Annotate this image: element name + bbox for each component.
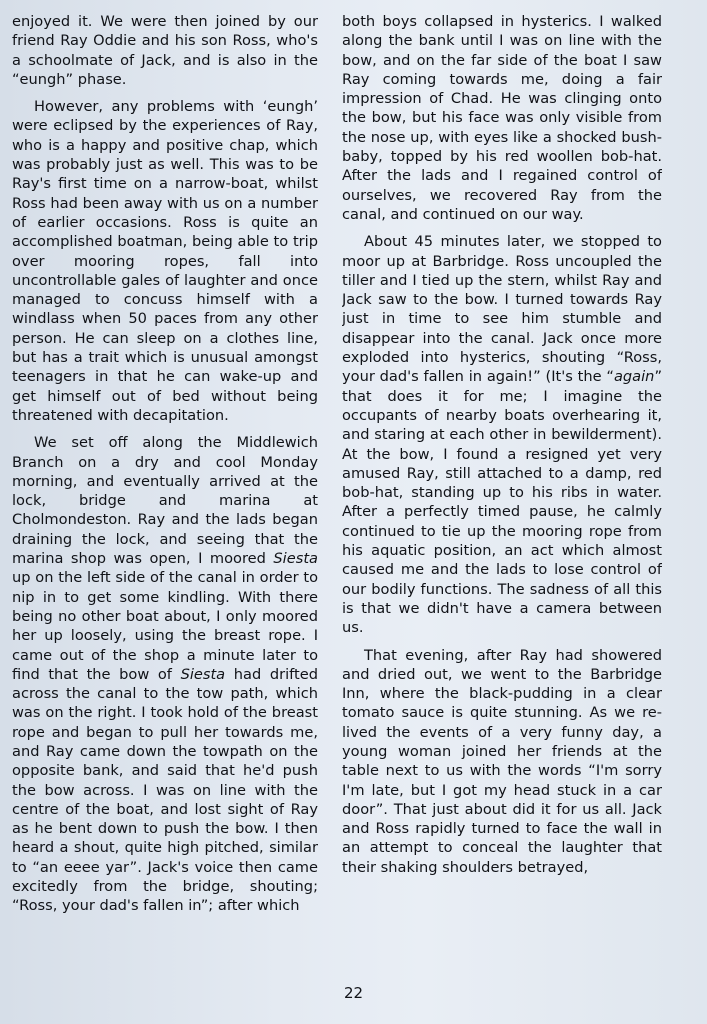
boat-name: Siesta	[180, 665, 226, 683]
emphasis: again	[613, 368, 655, 386]
text-run: About 45 minutes later, we stopped to moor up at Barbridge. Ross uncoupled the tiller and I tied up the stern, whilst Ray and Jack saw to the bow. I turned towards Ray just in time to see him stumble and disappear into the canal. Jack once more exploded into hysterics, shouting “Ross, your dad's fallen in again!” (It's the “	[342, 233, 662, 386]
left-column	[12, 12, 318, 952]
paragraph: However, any problems with ‘eungh’ were eclipsed by the experiences of Ray, who is a happy and positive chap, which was probably just as well. This was to be Ray's first time on a narrow-boat, whilst Ross had been away with us on a number of earlier occasions. Ross is quite an accomplished boatman, being able to trip over mooring ropes, fall into uncontrollable gales of laughter and once managed to concuss himself with a windlass when 50 paces from any other person. He can sleep on a clothes line, but has a trait which is unusual amongst teenagers in that he can wake-up and get himself out of bed without being threatened with decapitation.	[12, 98, 318, 424]
page-number: 22	[343, 984, 364, 1002]
paragraph: enjoyed it. We were then joined by our friend Ray Oddie and his son Ross, who's a schoolmate of Jack, and is also in the “eungh” phase.	[12, 13, 318, 88]
text-run: ” that does it for me; I imagine the occupants of nearby boats overhearing it, and staring at each other in bewilderment). At the bow, I found a resigned yet very amused Ray, still attached to a damp, red bob-hat, standing up to his ribs in water. After a perfectly timed pause, he calmly continued to tie up the mooring rope from his aquatic position, an act which almost caused me and the lads to lose control of our bodily functions. The sadness of all this is that we didn't have a camera between us.	[342, 368, 662, 637]
text-run: We set off along the Middlewich Branch on a dry and cool Monday morning, and eventually arrived at the lock, bridge and marina at Cholmondeston. Ray and the lads began draining the lock, and seeing that the marina shop was open, I moored	[12, 434, 318, 568]
right-column	[342, 12, 662, 952]
paragraph: That evening, after Ray had showered and dried out, we went to the Barbridge Inn, where the black-pudding in a clear tomato sauce is quite stunning. As we re-lived the events of a very funny day, a young woman joined her friends at the table next to us with the words “I'm sorry I'm late, but I got my head stuck in a car door”. That just about did it for us all. Jack and Ross rapidly turned to face the wall in an attempt to conceal the laughter that their shaking shoulders betrayed,	[342, 646, 662, 876]
paragraph	[12, 433, 318, 915]
paragraph	[342, 232, 662, 637]
paragraph: both boys collapsed in hysterics. I walked along the bank until I was on line with the bow, and on the far side of the boat I saw Ray coming towards me, doing a fair impression of Chad. He was clinging onto the bow, but his face was only visible from the nose up, with eyes like a shocked bush-baby, topped by his red woollen bob-hat. After the lads and I regained control of ourselves, we recovered Ray from the canal, and continued on our way.	[342, 13, 662, 223]
text-run: had drifted across the canal to the tow path, which was on the right. I took hold of the breast rope and began to pull her towards me, and Ray came down the towpath on the opposite bank, and said that he'd push the bow across. I was on line with the centre of the boat, and lost sight of Ray as he bent down to push the bow. I then heard a shout, quite high pitched, similar to “an eeee yar”. Jack's voice then came excitedly from the bridge, shouting; “Ross, your dad's fallen in”; after which	[12, 665, 318, 915]
boat-name: Siesta	[273, 550, 318, 568]
text-run: up on the left side of the canal in order to nip in to get some kindling. With there being no other boat about, I only moored her up loosely, using the breast rope. I came out of the shop a minute later to find that the bow of	[12, 569, 318, 683]
